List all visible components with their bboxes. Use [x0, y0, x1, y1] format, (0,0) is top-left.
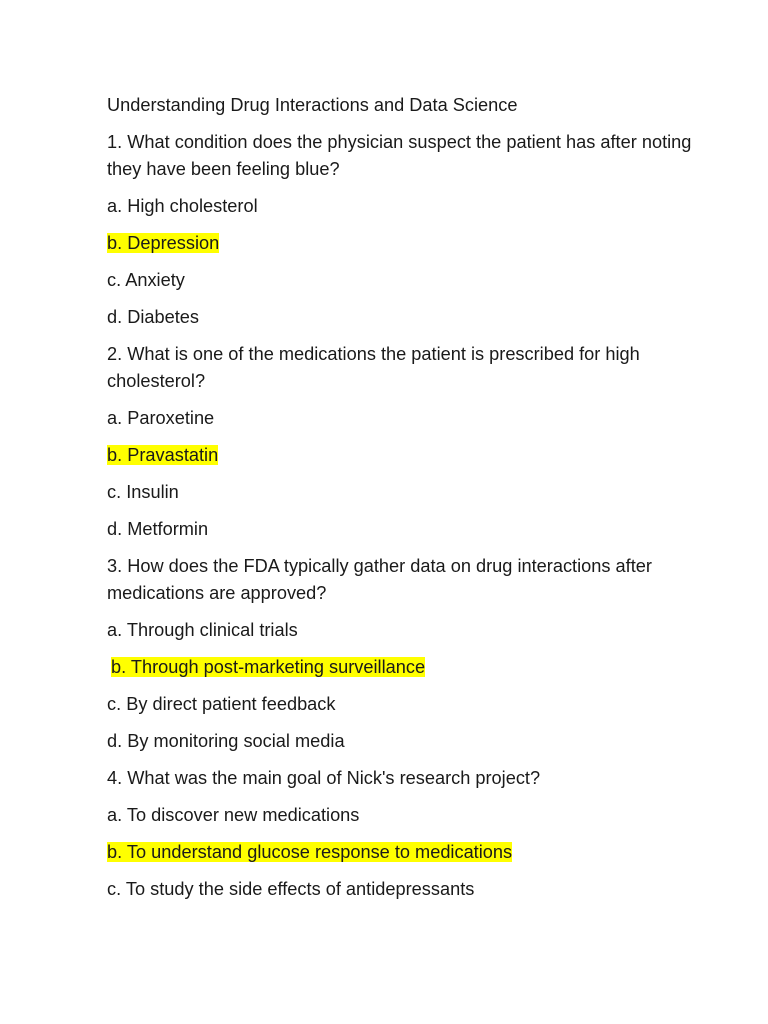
document-content	[107, 92, 707, 913]
option-text: a. To discover new medications	[107, 805, 360, 825]
option-text: a. High cholesterol	[107, 196, 258, 216]
question-4-option-b	[107, 839, 707, 866]
question-3: 3. How does the FDA typically gather data on drug interactions after medications are approved?	[107, 556, 652, 603]
highlighted-answer: b. Depression	[107, 233, 220, 253]
question-1-option-c	[107, 267, 707, 294]
question-4-option-c	[107, 876, 707, 903]
option-text: a. Through clinical trials	[107, 620, 298, 640]
document-title: Understanding Drug Interactions and Data Science	[107, 95, 518, 115]
question-2-option-c	[107, 479, 707, 506]
question-1: 1. What condition does the physician suspect the patient has after noting they have been feeling blue?	[107, 132, 692, 179]
question-2-option-b	[107, 442, 707, 469]
highlighted-answer: b. Pravastatin	[107, 445, 219, 465]
question-4-option-a	[107, 802, 707, 829]
option-text: d. By monitoring social media	[107, 731, 345, 751]
option-text: d. Metformin	[107, 519, 209, 539]
question-2: 2. What is one of the medications the patient is prescribed for high cholesterol?	[107, 344, 640, 391]
option-text: a. Paroxetine	[107, 408, 215, 428]
option-text: c. Insulin	[107, 482, 179, 502]
question-2-option-d	[107, 516, 707, 543]
option-text: c. To study the side effects of antidepressants	[107, 879, 475, 899]
question-3-option-c	[107, 691, 707, 718]
question-1-option-d	[107, 304, 707, 331]
question-2-option-a	[107, 405, 707, 432]
question-4: 4. What was the main goal of Nick's research project?	[107, 768, 541, 788]
highlighted-answer: b. Through post-marketing surveillance	[111, 657, 426, 677]
option-text: c. By direct patient feedback	[107, 694, 336, 714]
highlighted-answer: b. To understand glucose response to medications	[107, 842, 513, 862]
question-3-option-a	[107, 617, 707, 644]
question-3-option-b	[107, 654, 707, 681]
question-1-option-a	[107, 193, 707, 220]
question-1-option-b	[107, 230, 707, 257]
option-text: c. Anxiety	[107, 270, 185, 290]
option-text: d. Diabetes	[107, 307, 200, 327]
question-3-option-d	[107, 728, 707, 755]
